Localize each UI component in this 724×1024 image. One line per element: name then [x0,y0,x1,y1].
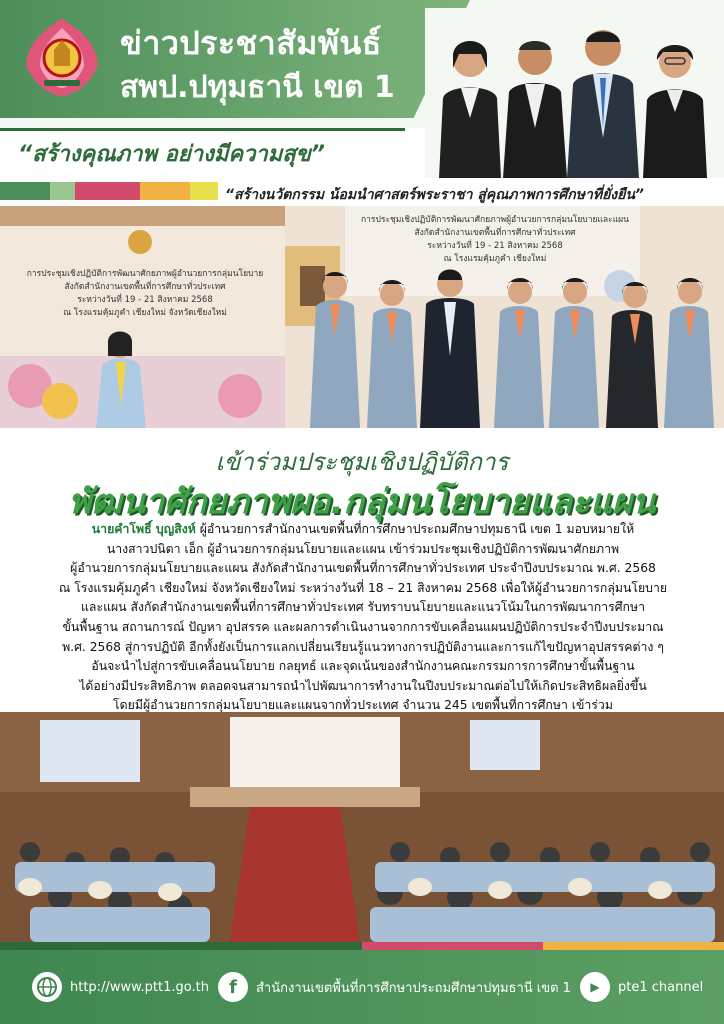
header-divider [0,128,405,131]
body-line: ณ โรงแรมคุ้มภูคำ เชียงใหม่ จังหวัดเชียงใหม่ ระหว่างวันที่ 18 – 21 สิงหาคม 2568 เพื่อให้ผู้อำนวยการกลุ่มนโยบาย [58,580,668,595]
banner-right-line: การประชุมเชิงปฏิบัติการพัฒนาศักยภาพผู้อำนวยการกลุ่มนโยบายและแผน [361,215,629,225]
body-line: และแผน สังกัดสำนักงานเขตพื้นที่การศึกษาทั่วประเทศ รับทราบนโยบายและแนวโน้มในการพัฒนาการศึกษา [81,600,645,615]
banner-left-line: การประชุมเชิงปฏิบัติการพัฒนาศักยภาพผู้อำนวยการกลุ่มนโยบาย [26,269,264,279]
facebook-link[interactable]: สำนักงานเขตพื้นที่การศึกษาประถมศึกษาปทุมธานี เขต 1 [256,980,571,996]
color-strip-green [0,182,50,200]
youtube-icon: ▶ [580,972,610,1002]
slogan-main: “สร้างคุณภาพ อย่างมีความสุข” [18,142,325,167]
footer-facebook[interactable] [218,950,571,1024]
article-title: พัฒนาศักยภาพผอ.กลุ่มนโยบายและแผน [68,482,656,522]
banner-left-line: ระหว่างวันที่ 19 - 21 สิงหาคม 2568 [77,295,213,305]
obec-logo [16,10,108,102]
header [0,0,724,128]
meeting-hall-scene [0,712,724,942]
facebook-icon: f [218,972,248,1002]
meeting-photo-bottom [0,712,724,942]
footer-strip [0,942,724,950]
header-subtitle: สพป.ปทุมธานี เขต 1 [120,70,395,105]
footer [0,950,724,1024]
website-link[interactable]: http://www.ptt1.go.th [70,979,209,995]
color-strip-pink [75,182,140,200]
footer-website[interactable] [32,950,209,1024]
color-strip-orange [140,182,190,200]
color-strip-yellow [190,182,218,200]
body-line: ได้อย่างมีประสิทธิภาพ ตลอดจนสามารถนำไปพัฒนาการทำงานในปีงบประมาณต่อไปให้เกิดประสิทธิผลยิ่งขึ้น [79,678,647,693]
banner-right-line: ณ โรงแรมคุ้มภูคำ เชียงใหม่ [443,254,547,264]
body-line: ขั้นพื้นฐาน สถานการณ์ ปัญหา อุปสรรค และผลการดำเนินงานจากการขับเคลื่อนแผนปฏิบัติการประจำปีงบประมาณ [62,619,664,634]
body-line: นางสาวปนิตา เอ็ก ผู้อำนวยการกลุ่มนโยบายและแผน เข้าร่วมประชุมเชิงปฏิบัติการพัฒนาศักยภาพ [106,541,620,556]
banner-right-line: ระหว่างวันที่ 19 - 21 สิงหาคม 2568 [427,241,563,251]
banner-text-left [10,268,280,320]
banner-left-line: สังกัดสำนักงานเขตพื้นที่การศึกษาทั่วประเทศ [64,282,226,292]
body-line [18,520,708,540]
body-line-text: ผู้อำนวยการสำนักงานเขตพื้นที่การศึกษาประถมศึกษาปทุมธานี เขต 1 มอบหมายให้ [195,522,635,536]
body-line: อันจะนำไปสู่การขับเคลื่อนนโยบาย กลยุทธ์ และจุดเน้นของสำนักงานคณะกรรมการการศึกษาขั้นพื้นฐาน [91,659,635,674]
globe-icon [32,972,62,1002]
body-line: พ.ศ. 2568 สู่การปฏิบัติ อีกทั้งยังเป็นการแลกเปลี่ยนเรียนรู้แนวทางการปฏิบัติงานและการแก้ไขปัญหาอุปสรรคต่าง ๆ [62,639,664,654]
banner-text-right [330,214,660,266]
header-title: ข่าวประชาสัมพันธ์ [120,24,382,62]
banner-right-line: สังกัดสำนักงานเขตพื้นที่การศึกษาทั่วประเทศ [414,228,576,238]
article-body [18,520,708,716]
footer-youtube[interactable] [580,950,703,1024]
body-line: โดยมีผู้อำนวยการกลุ่มนโยบายและแผนจากทั่วประเทศ จำนวน 245 เขตพื้นที่การศึกษา เข้าร่วม [113,698,613,713]
article-kicker: เข้าร่วมประชุมเชิงปฏิบัติการ [215,448,509,476]
lead-name: นายคำโพธิ์ บุญสิงห์ [91,522,196,536]
youtube-link[interactable]: pte1 channel [618,979,704,995]
meeting-photo-top [0,206,724,428]
body-line: ผู้อำนวยการกลุ่มนโยบายและแผน สังกัดสำนักงานเขตพื้นที่การศึกษาทั่วประเทศ ประจำปีงบประมาณ พ.ศ. 2568 [70,561,656,576]
banner-left-line: ณ โรงแรมคุ้มภูคำ เชียงใหม่ จังหวัดเชียงใหม่ [63,308,227,318]
executives-photo [425,8,724,178]
slogan-sub: “สร้างนวัตกรรม น้อมนำศาสตร์พระราชา สู่คุณภาพการศึกษาที่ยั่งยืน” [225,187,644,203]
